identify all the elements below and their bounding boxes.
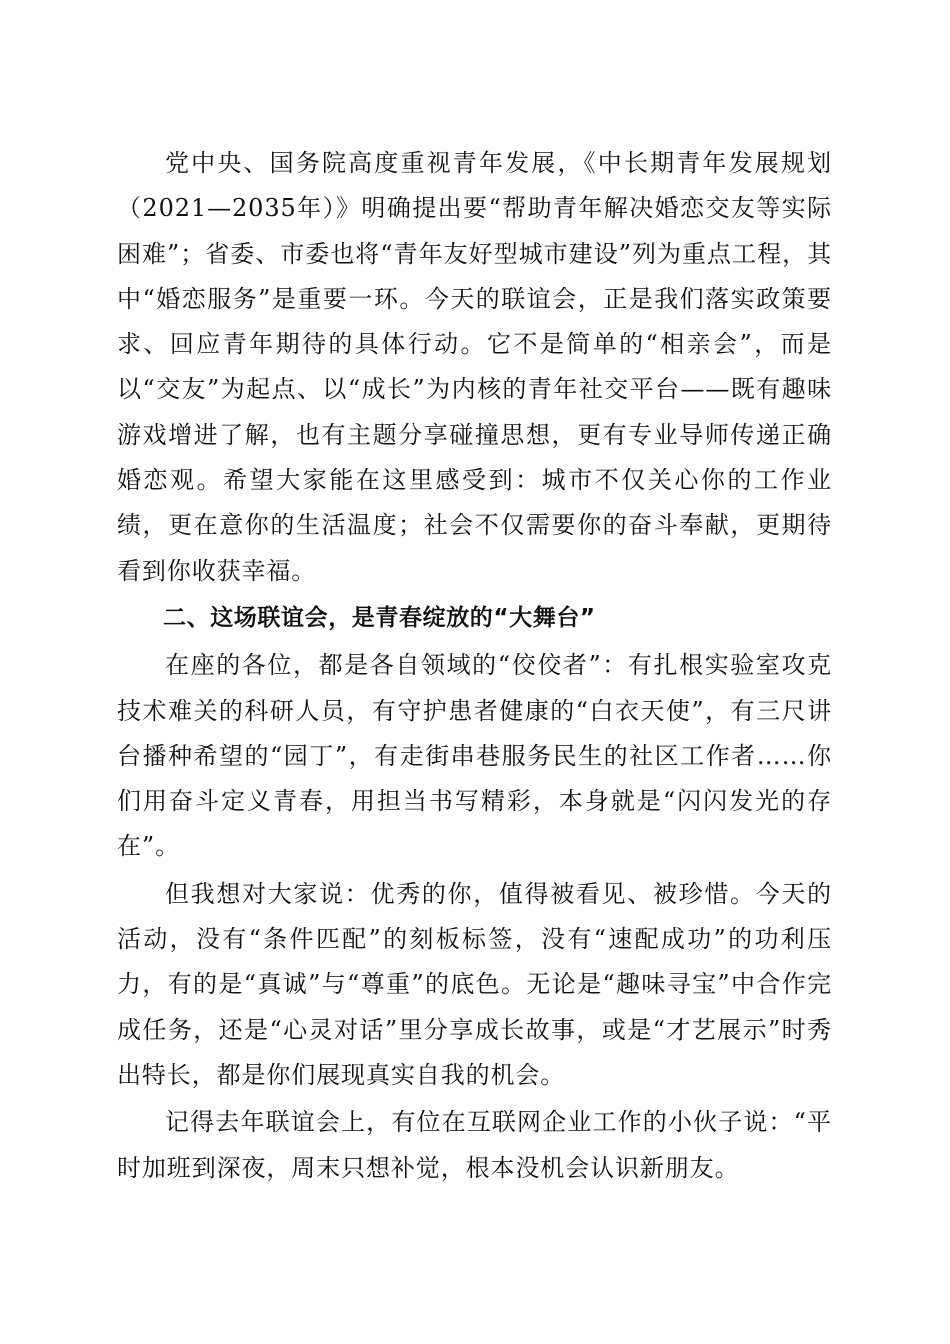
- paragraph-anecdote: 记得去年联谊会上，有位在互联网企业工作的小伙子说：“平时加班到深夜，周末只想补觉，根本没机会认识新朋友。: [117, 1108, 832, 1182]
- paragraph-policy: 党中央、国务院高度重视青年发展，《中长期青年发展规划（2021—2035年）》明确提出要“帮助青年解决婚恋交友等实际困难”；省委、市委也将“青年友好型城市建设”列为重点工程，其中“婚恋服务”是重要一环。今天的联谊会，正是我们落实政策要求、回应青年期待的具体行动。它不是简单的“相亲会”，而是以“交友”为起点、以“成长”为内核的青年社交平台——既有趣味游戏增进了解，也有主题分享碰撞思想，更有专业导师传递正确婚恋观。希望大家能在这里感受到：城市不仅关心你的工作业绩，更在意你的生活温度；社会不仅需要你的奋斗奉献，更期待看到你收获幸福。: [117, 149, 832, 585]
- paragraph-participants: 在座的各位，都是各自领域的“佼佼者”：有扎根实验室攻克技术难关的科研人员，有守护患者健康的“白衣天使”，有三尺讲台播种希望的“园丁”，有走街串巷服务民生的社区工作者……你们用奋斗定义青春，用担当书写精彩，本身就是“闪闪发光的存在”。: [117, 651, 832, 861]
- paragraph-activity: 但我想对大家说：优秀的你，值得被看见、被珍惜。今天的活动，没有“条件匹配”的刻板标签，没有“速配成功”的功利压力，有的是“真诚”与“尊重”的底色。无论是“趣味寻宝”中合作完成任务，还是“心灵对话”里分享成长故事，或是“才艺展示”时秀出特长，都是你们展现真实自我的机会。: [117, 879, 832, 1089]
- section-heading-two: 二、这场联谊会，是青春绽放的“大舞台”: [163, 604, 596, 631]
- document-body: [117, 141, 832, 1191]
